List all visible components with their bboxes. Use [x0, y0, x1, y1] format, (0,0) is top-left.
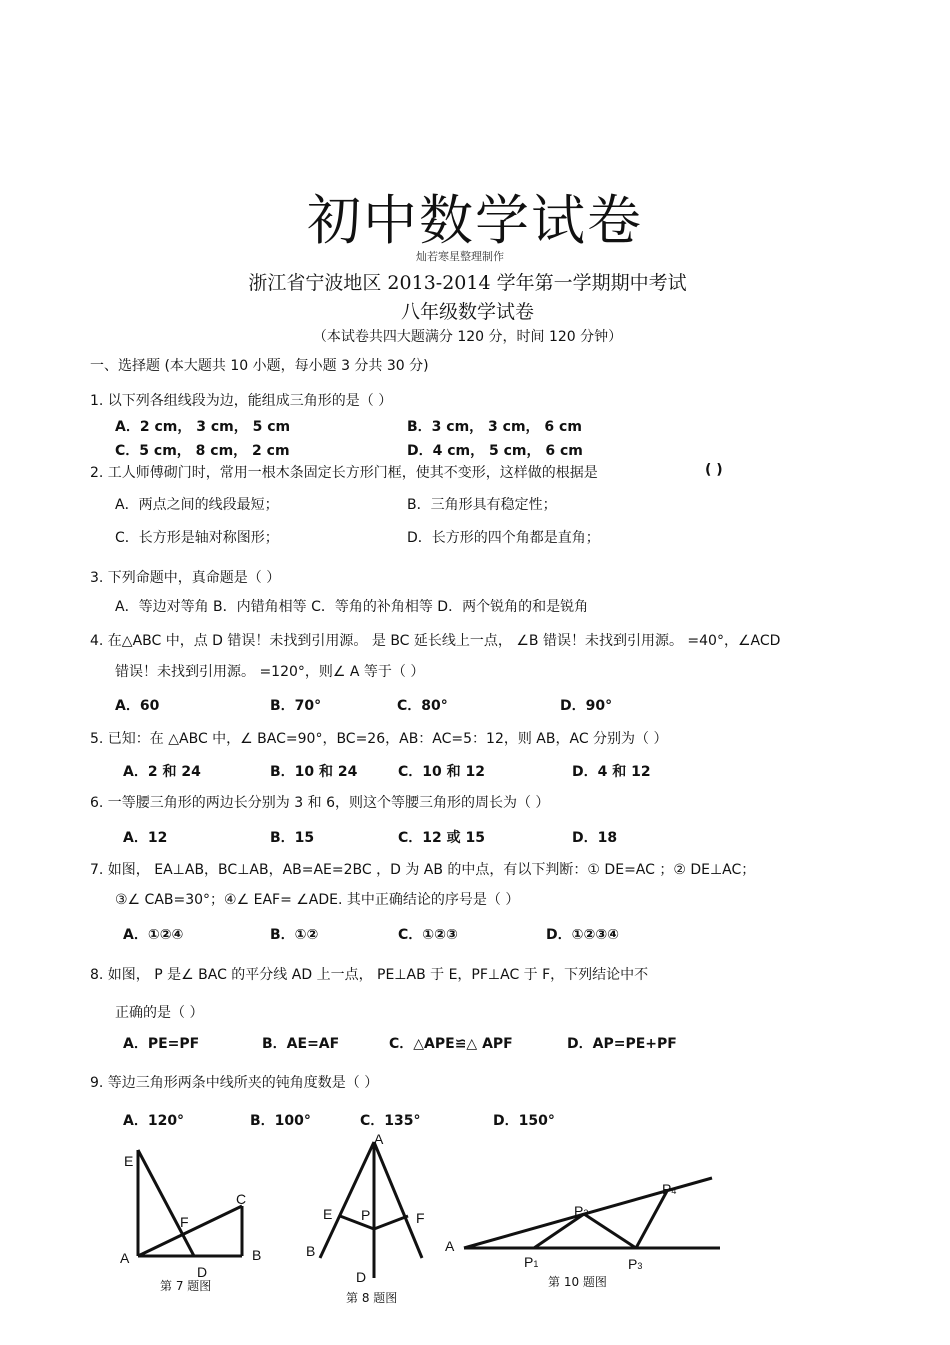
q5-option-d: D．4 和 12 [572, 764, 651, 780]
fig10-label-p4-sub: 4 [671, 1186, 677, 1196]
fig10-caption: 第 10 题图 [548, 1275, 607, 1289]
q2-stem: 2. 工人师傅砌门时，常用一根木条固定长方形门框，使其不变形，这样做的根据是 [90, 465, 598, 481]
q9-stem: 9. 等边三角形两条中线所夹的钝角度数是（ ） [90, 1075, 379, 1091]
q8-option-d: D．AP=PE+PF [567, 1036, 677, 1052]
q1-option-b: B．3 cm， 3 cm， 6 cm [407, 419, 582, 435]
fig8-label-a: A [374, 1131, 384, 1147]
q4-option-b: B．70° [270, 698, 322, 714]
fig7-label-e: E [124, 1153, 134, 1169]
figure-10 [440, 1170, 730, 1295]
q4-stem-line2: 错误！未找到引用源。 =120°，则∠ A 等于（ ） [115, 664, 425, 680]
fig10-label-p4 [662, 1181, 676, 1197]
q6-option-a: A．12 [123, 830, 168, 846]
q9-option-d: D．150° [493, 1113, 555, 1129]
fig8-label-b: B [306, 1243, 316, 1259]
q5-option-c: C．10 和 12 [398, 764, 485, 780]
fig10-label-p2 [574, 1203, 588, 1219]
q2-option-c: C．长方形是轴对称图形； [115, 530, 279, 546]
q2-option-a: A．两点之间的线段最短； [115, 497, 279, 513]
q6-stem: 6. 一等腰三角形的两边长分别为 3 和 6，则这个等腰三角形的周长为（ ） [90, 795, 550, 811]
fig10-label-p3 [628, 1256, 642, 1272]
q7-option-c: C．①②③ [398, 927, 458, 943]
fig8-label-p: P [361, 1207, 371, 1223]
q1-option-a: A．2 cm， 3 cm， 5 cm [115, 419, 291, 435]
figure-8 [300, 1128, 450, 1308]
fig10-label-a: A [445, 1238, 455, 1254]
fig10-segment-p2p3 [584, 1214, 636, 1248]
q9-option-a: A．120° [123, 1113, 185, 1129]
q8-option-c: C．△APE≌△ APF [389, 1036, 513, 1052]
exam-note: （本试卷共四大题满分 120 分，时间 120 分钟） [312, 329, 623, 345]
fig8-label-e: E [323, 1206, 333, 1222]
q7-option-d: D．①②③④ [546, 927, 620, 943]
fig8-caption: 第 8 题图 [346, 1291, 398, 1305]
q2-option-d: D．长方形的四个角都是直角； [407, 530, 600, 546]
q9-option-c: C．135° [360, 1113, 421, 1129]
q4-stem-line1: 4. 在△ABC 中，点 D 错误！未找到引用源。 是 BC 延长线上一点， ∠B 错误！未找到引用源。 =40°，∠ACD [90, 633, 781, 649]
figure-7 [110, 1140, 280, 1300]
fig10-label-p3-letter: P [628, 1256, 638, 1272]
fig8-label-f: F [416, 1210, 425, 1226]
fig7-segment-ed [138, 1150, 194, 1256]
q7-stem-line1: 7. 如图， EA⊥AB，BC⊥AB，AB=AE=2BC ，D 为 AB 的中点，有以下判断：① DE=AC ；② DE⊥AC； [90, 862, 756, 878]
credit-line: 灿若寒星整理制作 [416, 250, 504, 263]
q8-option-b: B．AE=AF [262, 1036, 340, 1052]
grade-title: 八年级数学试卷 [400, 301, 534, 323]
exam-title: 浙江省宁波地区 2013-2014 学年第一学期期中考试 [248, 272, 687, 294]
fig10-label-p2-sub: 2 [583, 1208, 589, 1218]
q6-option-b: B．15 [270, 830, 315, 846]
fig7-label-b: B [252, 1247, 262, 1263]
q9-option-b: B．100° [250, 1113, 311, 1129]
section-heading: 一、选择题 (本大题共 10 小题，每小题 3 分共 30 分) [90, 358, 429, 374]
q4-option-a: A．60 [115, 698, 160, 714]
fig7-caption: 第 7 题图 [160, 1279, 212, 1293]
q3-stem: 3. 下列命题中，真命题是（ ） [90, 570, 281, 586]
fig10-label-p1 [524, 1254, 538, 1270]
fig7-label-c: C [236, 1191, 247, 1207]
fig8-segment-pf [374, 1216, 408, 1229]
main-title: 初中数学试卷 [307, 189, 643, 252]
q7-option-b: B．①② [270, 927, 319, 943]
fig10-segment-p1p2 [534, 1214, 584, 1248]
fig8-label-d: D [356, 1269, 367, 1285]
q4-option-c: C．80° [397, 698, 448, 714]
q4-option-d: D．90° [560, 698, 613, 714]
q8-stem-line2: 正确的是（ ） [115, 1005, 204, 1021]
fig8-ray-ac [374, 1142, 422, 1258]
fig10-label-p3-sub: 3 [637, 1261, 643, 1271]
q5-option-a: A．2 和 24 [123, 764, 201, 780]
fig8-ray-ab [320, 1142, 374, 1258]
q6-option-d: D．18 [572, 830, 618, 846]
q1-option-d: D．4 cm， 5 cm， 6 cm [407, 443, 583, 459]
fig7-label-f: F [180, 1214, 189, 1230]
q1-stem: 1. 以下列各组线段为边，能组成三角形的是（ ） [90, 393, 393, 409]
q8-stem-line1: 8. 如图， P 是∠ BAC 的平分线 AD 上一点， PE⊥AB 于 E，PF⊥AC 于 F，下列结论中不 [90, 967, 649, 983]
fig10-label-p4-letter: P [662, 1181, 672, 1197]
q7-stem-line2: ③∠ CAB=30°；④∠ EAF= ∠ADE. 其中正确结论的序号是（ ） [115, 892, 520, 908]
q2-paren: ( ) [705, 462, 723, 478]
q5-option-b: B．10 和 24 [270, 764, 358, 780]
q3-options: A．等边对等角 B．内错角相等 C．等角的补角相等 D．两个锐角的和是锐角 [115, 599, 589, 615]
fig10-label-p1-letter: P [524, 1254, 534, 1270]
q7-option-a: A．①②④ [123, 927, 184, 943]
fig7-label-d: D [197, 1264, 208, 1280]
q8-option-a: A．PE=PF [123, 1036, 200, 1052]
fig7-label-a: A [120, 1250, 130, 1266]
fig10-label-p1-sub: 1 [533, 1259, 539, 1269]
q6-option-c: C．12 或 15 [398, 830, 485, 846]
q1-option-c: C．5 cm， 8 cm， 2 cm [115, 443, 290, 459]
fig10-label-p2-letter: P [574, 1203, 584, 1219]
q2-option-b: B．三角形具有稳定性； [407, 497, 557, 513]
q5-stem: 5. 已知：在 △ABC 中，∠ BAC=90°，BC=26，AB：AC=5：12，则 AB，AC 分别为（ ） [90, 731, 668, 747]
